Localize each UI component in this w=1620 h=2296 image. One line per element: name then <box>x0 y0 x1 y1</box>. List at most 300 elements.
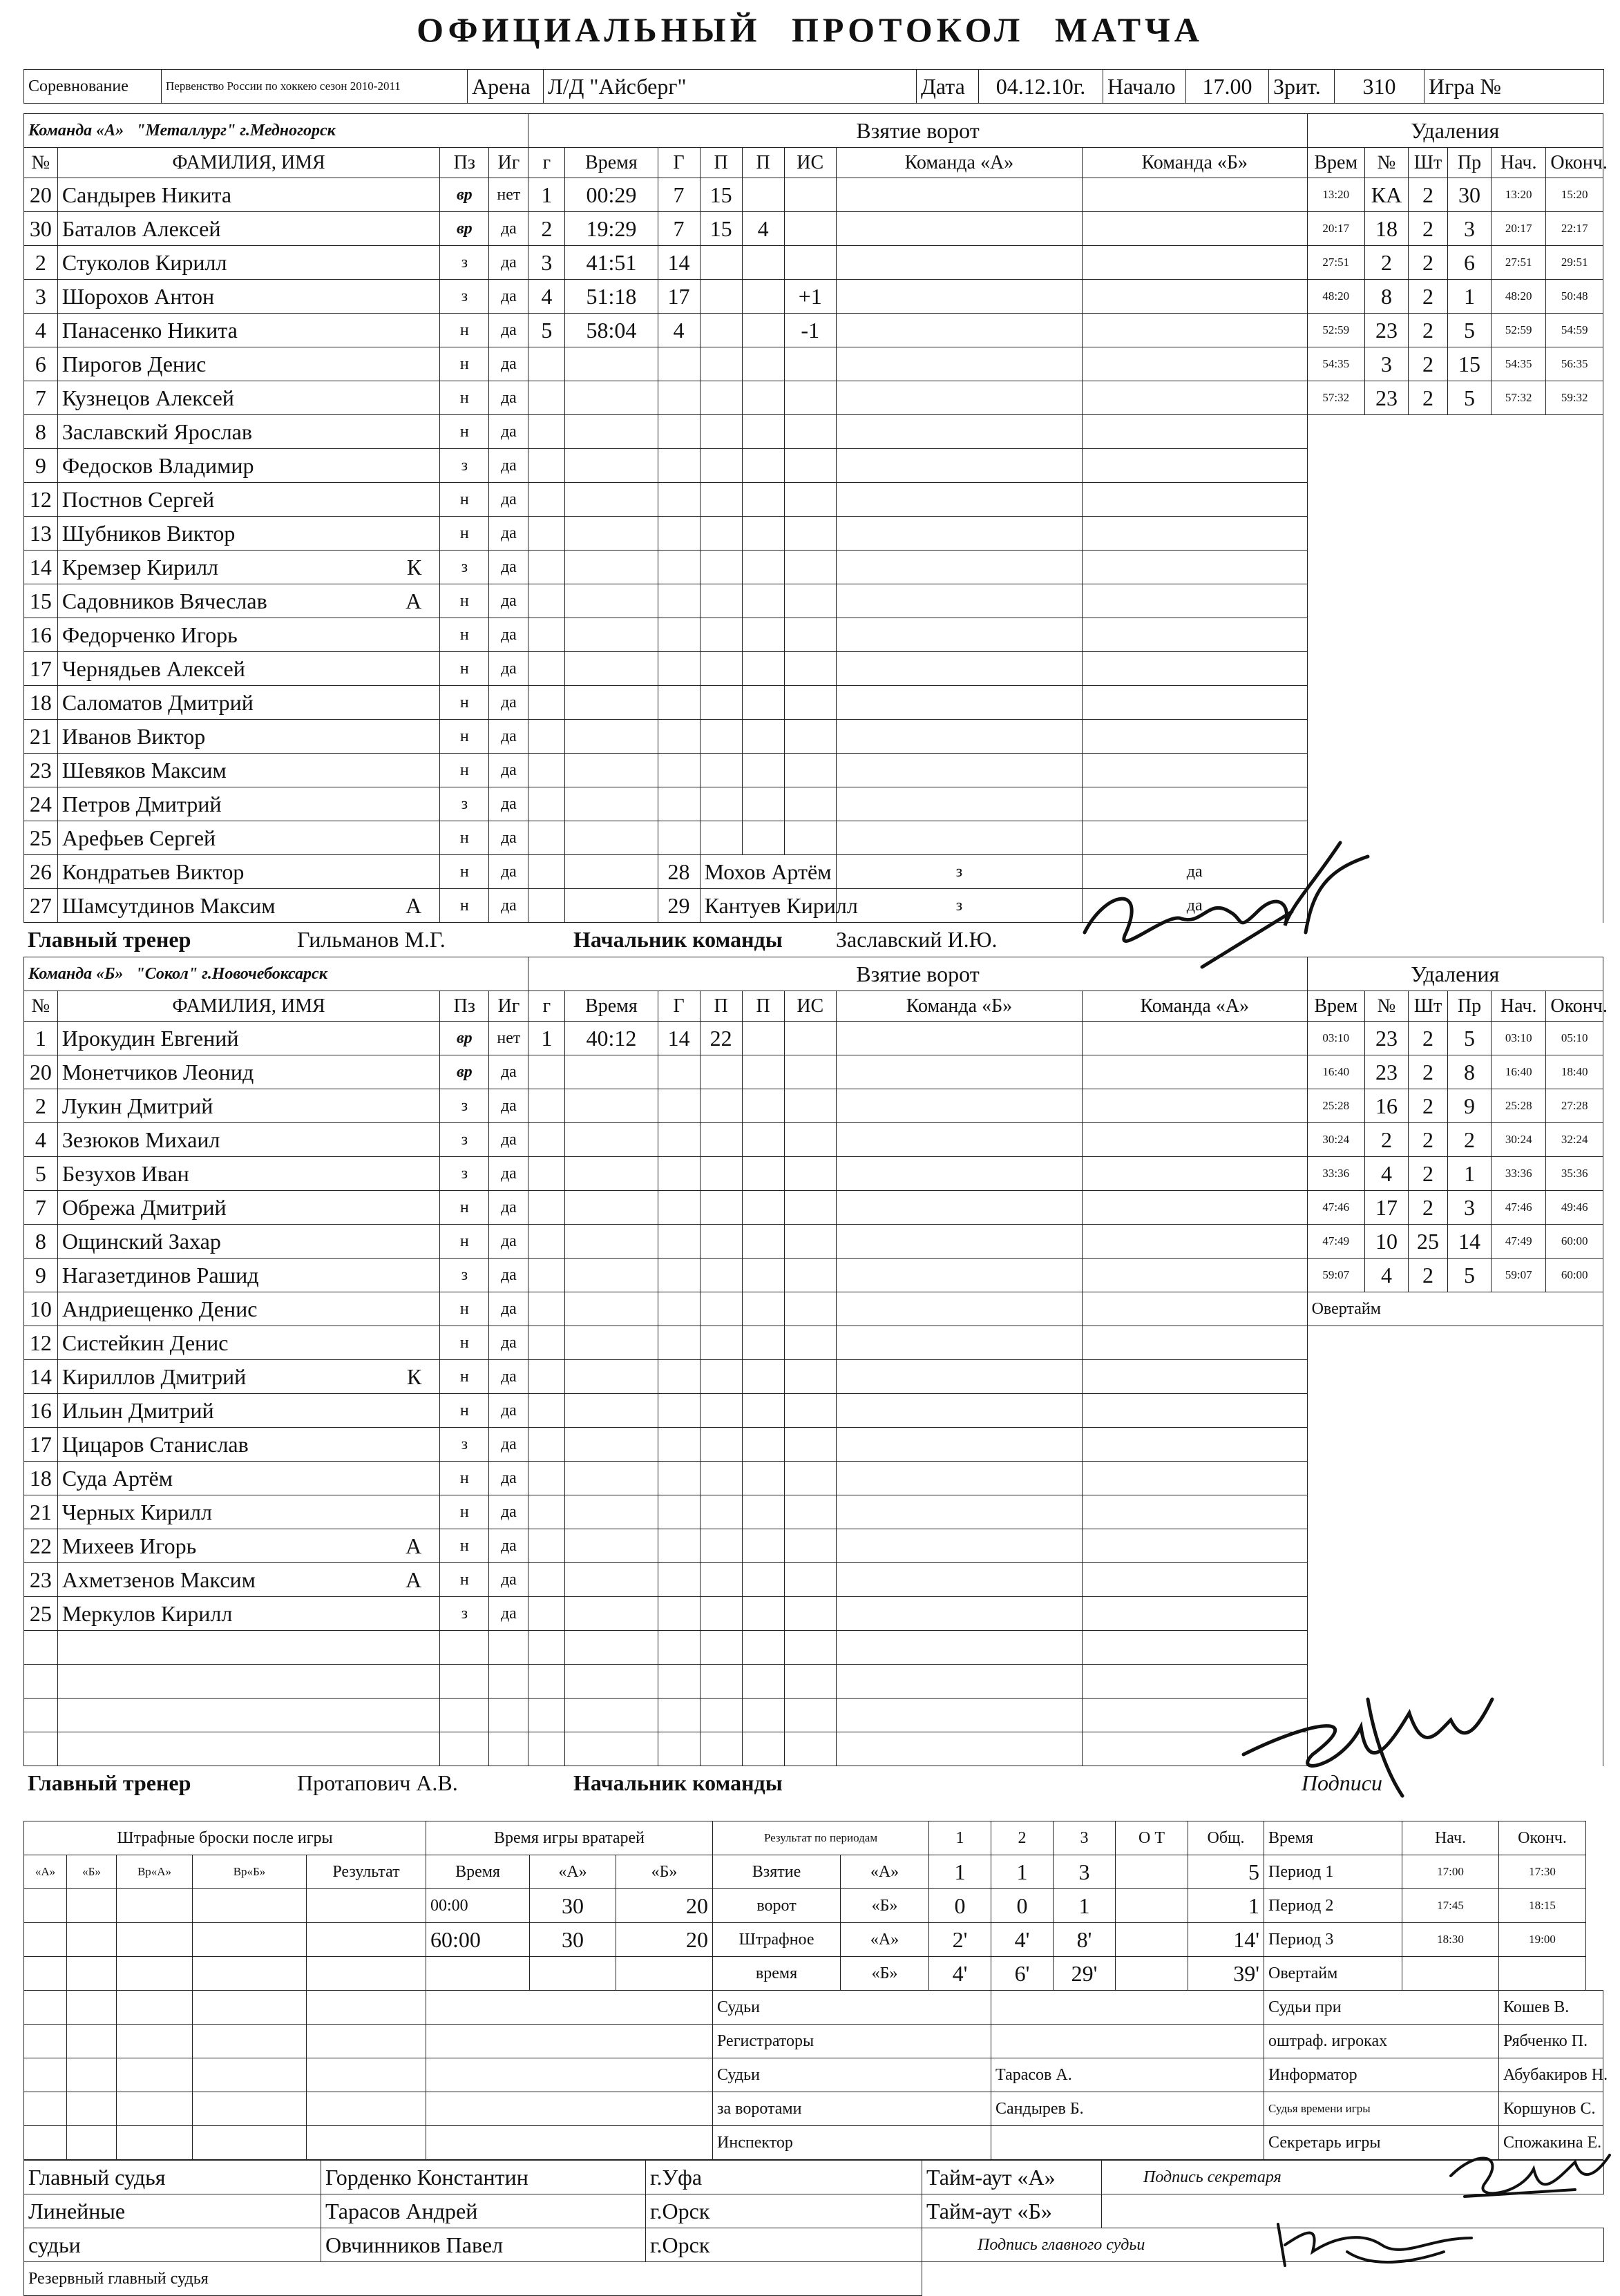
player-row <box>24 652 1603 686</box>
player-row <box>24 1292 1603 1326</box>
goal-time <box>565 551 658 584</box>
player-number: 23 <box>24 1563 58 1597</box>
player-name: Шорохов Антон <box>61 283 215 309</box>
extra-player-position: з <box>836 889 1082 923</box>
goals-a-p2: 1 <box>991 1855 1054 1889</box>
goal-strength <box>784 415 836 449</box>
lineup-opp-cell <box>1082 551 1307 584</box>
goal-number <box>528 754 565 787</box>
player-row <box>24 1157 1603 1191</box>
lineup-own-cell <box>836 314 1082 347</box>
goal-scorer <box>658 1326 700 1360</box>
player-position: з <box>440 1259 489 1292</box>
reserve-referee-label: Резервный главный судья <box>24 2262 922 2296</box>
penalty-end: 18:40 <box>1546 1055 1603 1089</box>
goal-scorer <box>658 1123 700 1157</box>
pen-a-p3: 8' <box>1054 1923 1116 1957</box>
player-name: Шубников Виктор <box>61 520 236 546</box>
goal-number <box>528 1563 565 1597</box>
penalty-minutes: 2 <box>1409 1123 1448 1157</box>
goal-assist-2 <box>742 1292 784 1326</box>
goal-strength <box>784 618 836 652</box>
penalty-start: 57:32 <box>1492 381 1546 415</box>
player-played: да <box>489 1563 528 1597</box>
lineup-opp-cell <box>1082 1123 1307 1157</box>
player-position: н <box>440 381 489 415</box>
pen-label-1: Штрафное <box>713 1923 841 1957</box>
player-number: 25 <box>24 821 58 855</box>
goal-time <box>565 652 658 686</box>
player-name-cell <box>57 1495 439 1529</box>
blank-cell <box>922 2262 1604 2296</box>
player-name-cell <box>57 246 439 280</box>
lineup-own-cell <box>836 584 1082 618</box>
shootout-cell <box>307 1991 426 2025</box>
goal-scorer <box>658 1428 700 1462</box>
goal-strength <box>784 1089 836 1123</box>
penalty-minutes: 2 <box>1409 381 1448 415</box>
footer-row <box>24 1923 1603 1957</box>
periods-title: Результат по периодам <box>713 1821 929 1855</box>
player-name-cell <box>57 1699 439 1732</box>
goal-assist-2 <box>742 1597 784 1631</box>
goals-b-p1: 0 <box>929 1889 991 1923</box>
goal-assist-1 <box>700 280 742 314</box>
col-pen-time-header: Врем <box>1307 991 1364 1022</box>
player-row <box>24 314 1603 347</box>
player-name-cell <box>57 314 439 347</box>
extra-player-name: Кантуев Кирилл <box>700 889 836 923</box>
goal-time <box>565 1157 658 1191</box>
player-number: 17 <box>24 1428 58 1462</box>
goal-number <box>528 449 565 483</box>
goal-assist-1 <box>700 551 742 584</box>
lineup-own-cell <box>836 1259 1082 1292</box>
gk-cell <box>426 1957 530 1991</box>
player-number <box>24 1699 58 1732</box>
footer-row <box>24 1991 1603 2025</box>
penalty-time: 59:07 <box>1307 1259 1364 1292</box>
penalty-area-blank <box>1307 551 1603 584</box>
shootout-cell <box>67 1957 117 1991</box>
goal-time: 58:04 <box>565 314 658 347</box>
shootout-cell <box>193 2025 307 2058</box>
player-name-cell <box>57 517 439 551</box>
shootout-cell <box>24 2058 67 2092</box>
penalty-time: 47:49 <box>1307 1225 1364 1259</box>
captain-mark: К <box>406 554 422 580</box>
player-number: 12 <box>24 1326 58 1360</box>
penalty-start: 30:24 <box>1492 1123 1546 1157</box>
goal-scorer: 7 <box>658 212 700 246</box>
goal-time: 40:12 <box>565 1022 658 1055</box>
blank-cell <box>565 889 658 923</box>
lineup-own-cell <box>836 1123 1082 1157</box>
lineup-opp-cell <box>1082 1225 1307 1259</box>
goal-number: 1 <box>528 178 565 212</box>
goal-assist-2 <box>742 1732 784 1766</box>
player-position: з <box>440 551 489 584</box>
pen-label-2: время <box>713 1957 841 1991</box>
goal-number <box>528 686 565 720</box>
shootout-cell <box>307 1957 426 1991</box>
lineup-own-cell <box>836 1394 1082 1428</box>
player-name: Систейкин Денис <box>61 1330 229 1355</box>
goal-strength <box>784 1326 836 1360</box>
linesman-1-city: г.Орск <box>646 2194 922 2228</box>
goal-time <box>565 1529 658 1563</box>
lineup-opp-cell <box>1082 1699 1307 1732</box>
player-position: н <box>440 1326 489 1360</box>
col-assist2-header: П <box>742 148 784 178</box>
goal-strength <box>784 551 836 584</box>
shootout-cell <box>24 2092 67 2126</box>
player-row <box>24 584 1603 618</box>
penalty-box-label-1: Судьи при <box>1264 1991 1499 2025</box>
penalty-box-value-1: Кошев В. <box>1499 1991 1603 2025</box>
shootout-cell <box>117 2025 193 2058</box>
player-number: 17 <box>24 652 58 686</box>
player-row <box>24 686 1603 720</box>
player-played <box>489 1665 528 1699</box>
penalty-minutes: 2 <box>1409 1157 1448 1191</box>
goal-time <box>565 517 658 551</box>
col-pen-min-header: Шт <box>1409 991 1448 1022</box>
player-position: н <box>440 855 489 889</box>
penalty-area-blank <box>1307 1529 1603 1563</box>
shootout-cell <box>193 2058 307 2092</box>
pen-a-p1: 2' <box>929 1923 991 1957</box>
player-row <box>24 449 1603 483</box>
shootout-cell <box>67 1991 117 2025</box>
col-lineup-opp-header: Команда «Б» <box>1082 148 1307 178</box>
goal-strength <box>784 449 836 483</box>
player-played: да <box>489 1495 528 1529</box>
penalty-area-blank <box>1307 889 1603 923</box>
lineup-own-cell <box>836 686 1082 720</box>
goal-assist-2: 4 <box>742 212 784 246</box>
goal-assist-1 <box>700 347 742 381</box>
judges-value <box>991 1991 1264 2025</box>
competition-value: Первенство России по хоккею сезон 2010-2011 <box>162 70 468 104</box>
goal-time <box>565 1259 658 1292</box>
goal-strength <box>784 178 836 212</box>
goal-strength <box>784 1360 836 1394</box>
goals-a-p3: 3 <box>1054 1855 1116 1889</box>
lineup-opp-cell <box>1082 1292 1307 1326</box>
player-position: н <box>440 1462 489 1495</box>
period-1-end: 17:30 <box>1499 1855 1586 1889</box>
goal-scorer <box>658 1089 700 1123</box>
shootout-cell <box>193 1957 307 1991</box>
gk-col-time: Время <box>426 1855 530 1889</box>
player-row <box>24 1699 1603 1732</box>
goal-number <box>528 1360 565 1394</box>
gk-col-b: «Б» <box>616 1855 713 1889</box>
goal-strength <box>784 1292 836 1326</box>
player-position: н <box>440 821 489 855</box>
player-name-cell <box>57 1732 439 1766</box>
extra-player-played: да <box>1082 889 1307 923</box>
gk-row-2-a: 30 <box>530 1923 616 1957</box>
period-1-start: 17:00 <box>1402 1855 1499 1889</box>
penalty-area-blank <box>1307 618 1603 652</box>
goal-scorer <box>658 1631 700 1665</box>
player-name-cell <box>57 347 439 381</box>
penalty-minutes: 25 <box>1409 1225 1448 1259</box>
player-name-cell <box>57 1665 439 1699</box>
pen-b-total: 39' <box>1188 1957 1264 1991</box>
player-played: да <box>489 754 528 787</box>
end-header: Оконч. <box>1499 1821 1586 1855</box>
period-2-start: 17:45 <box>1402 1889 1499 1923</box>
period-3-header: 3 <box>1054 1821 1116 1855</box>
informer-label: Информатор <box>1264 2058 1499 2092</box>
player-name-cell <box>57 1123 439 1157</box>
goals-a-ot <box>1116 1855 1188 1889</box>
player-number: 4 <box>24 314 58 347</box>
player-row <box>24 1631 1603 1665</box>
player-name: Пирогов Денис <box>61 351 207 376</box>
penalty-reason: 3 <box>1447 1191 1491 1225</box>
goal-time <box>565 584 658 618</box>
goal-strength <box>784 1157 836 1191</box>
player-row <box>24 517 1603 551</box>
goal-assist-1 <box>700 652 742 686</box>
goal-number <box>528 1428 565 1462</box>
player-name: Заславский Ярослав <box>61 419 252 444</box>
lineup-opp-cell <box>1082 1089 1307 1123</box>
shootout-col-result: Результат <box>307 1855 426 1889</box>
penalty-area-blank <box>1307 720 1603 754</box>
gk-cell <box>530 1957 616 1991</box>
goal-assist-2 <box>742 314 784 347</box>
player-number: 4 <box>24 1123 58 1157</box>
goal-number <box>528 1631 565 1665</box>
player-name: Садовников Вячеслав <box>61 588 267 613</box>
lineup-opp-cell <box>1082 1597 1307 1631</box>
goal-assist-2 <box>742 652 784 686</box>
penalty-minutes: 2 <box>1409 314 1448 347</box>
captain-mark: А <box>406 588 422 613</box>
referee-name: Горденко Константин <box>321 2161 646 2194</box>
player-number: 3 <box>24 280 58 314</box>
lineup-own-cell <box>836 1022 1082 1055</box>
goal-scorer <box>658 517 700 551</box>
col-goal-no-header: г <box>528 991 565 1022</box>
player-row <box>24 1123 1603 1157</box>
goal-judge-2: Сандырев Б. <box>991 2092 1264 2126</box>
judges-label: Судьи <box>713 1991 991 2025</box>
blank-cell <box>1102 2194 1604 2228</box>
player-name: Арефьев Сергей <box>61 825 216 850</box>
lineup-opp-cell <box>1082 483 1307 517</box>
goal-time <box>565 1597 658 1631</box>
goal-scorer <box>658 449 700 483</box>
goal-scorer: 17 <box>658 280 700 314</box>
lineup-own-cell <box>836 517 1082 551</box>
goal-assist-1 <box>700 1529 742 1563</box>
shootout-cell <box>67 2025 117 2058</box>
lineup-own-cell <box>836 754 1082 787</box>
goal-assist-1 <box>700 1225 742 1259</box>
col-lineup-own-header: Команда «А» <box>836 148 1082 178</box>
period-1-header: 1 <box>929 1821 991 1855</box>
goal-strength <box>784 1462 836 1495</box>
col-name-header: ФАМИЛИЯ, ИМЯ <box>57 991 439 1022</box>
goal-number <box>528 652 565 686</box>
player-played: да <box>489 1089 528 1123</box>
player-position: н <box>440 720 489 754</box>
player-number: 8 <box>24 415 58 449</box>
penalty-time: 54:35 <box>1307 347 1364 381</box>
player-name: Цицаров Станислав <box>61 1431 249 1457</box>
shootout-col-gk-a: Вр«А» <box>117 1855 193 1889</box>
player-played: да <box>489 483 528 517</box>
penalty-area-blank <box>1307 855 1603 889</box>
player-row <box>24 381 1603 415</box>
shootout-cell <box>307 2126 426 2160</box>
player-played: да <box>489 720 528 754</box>
player-number: 9 <box>24 1259 58 1292</box>
lineup-opp-cell <box>1082 415 1307 449</box>
lineup-opp-cell <box>1082 1563 1307 1597</box>
goal-scorer <box>658 686 700 720</box>
penalty-end: 60:00 <box>1546 1225 1603 1259</box>
penalty-start: 48:20 <box>1492 280 1546 314</box>
period-3-label: Период 3 <box>1264 1923 1402 1957</box>
player-name: Федорченко Игорь <box>61 622 238 647</box>
pen-a-total: 14' <box>1188 1923 1264 1957</box>
goal-assist-1 <box>700 1259 742 1292</box>
goal-assist-2 <box>742 1123 784 1157</box>
player-played: да <box>489 1259 528 1292</box>
penalty-end: 54:59 <box>1546 314 1603 347</box>
player-played: да <box>489 517 528 551</box>
col-played-header: Иг <box>489 148 528 178</box>
start-header: Нач. <box>1402 1821 1499 1855</box>
col-pos-header: Пз <box>440 148 489 178</box>
lineup-opp-cell <box>1082 652 1307 686</box>
goal-assist-1 <box>700 1055 742 1089</box>
player-played: да <box>489 584 528 618</box>
lineup-opp-cell <box>1082 314 1307 347</box>
team-b-label: Команда «Б» <box>28 964 124 983</box>
player-name: Чернядьев Алексей <box>61 656 245 681</box>
penalty-reason: 9 <box>1447 1089 1491 1123</box>
col-lineup-own-header: Команда «Б» <box>836 991 1082 1022</box>
player-played: да <box>489 1123 528 1157</box>
player-number: 2 <box>24 246 58 280</box>
goal-assist-2 <box>742 1022 784 1055</box>
shootout-cell <box>67 2126 117 2160</box>
goal-strength: +1 <box>784 280 836 314</box>
goal-strength <box>784 1529 836 1563</box>
goal-assist-2 <box>742 347 784 381</box>
penalty-time: 20:17 <box>1307 212 1364 246</box>
lineup-own-cell <box>836 720 1082 754</box>
goal-scorer <box>658 1259 700 1292</box>
lineup-own-cell <box>836 787 1082 821</box>
player-number: 16 <box>24 618 58 652</box>
extra-player-number: 29 <box>658 889 700 923</box>
shootout-cell <box>307 1923 426 1957</box>
player-row <box>24 1055 1603 1089</box>
lineup-opp-cell <box>1082 1394 1307 1428</box>
goal-assist-1 <box>700 1732 742 1766</box>
goal-assist-1 <box>700 1597 742 1631</box>
lineup-own-cell <box>836 1597 1082 1631</box>
goal-assist-2 <box>742 1360 784 1394</box>
competition-label: Соревнование <box>24 70 162 104</box>
goal-scorer <box>658 1699 700 1732</box>
col-assist1-header: П <box>700 148 742 178</box>
player-position: н <box>440 1394 489 1428</box>
player-name-cell <box>57 212 439 246</box>
goal-number <box>528 1529 565 1563</box>
team-b-staff-table <box>23 1766 1603 1800</box>
player-position <box>440 1732 489 1766</box>
penalty-end: 27:28 <box>1546 1089 1603 1123</box>
penalty-area-blank <box>1307 787 1603 821</box>
penalty-time: 13:20 <box>1307 178 1364 212</box>
goal-number <box>528 347 565 381</box>
player-row <box>24 1665 1603 1699</box>
lineup-opp-cell <box>1082 584 1307 618</box>
gk-cell <box>426 2126 713 2160</box>
goal-assist-1 <box>700 1089 742 1123</box>
penalty-end: 60:00 <box>1546 1259 1603 1292</box>
player-row <box>24 1428 1603 1462</box>
lineup-own-cell <box>836 821 1082 855</box>
penalty-area-blank <box>1307 449 1603 483</box>
player-played: да <box>489 618 528 652</box>
player-number: 18 <box>24 1462 58 1495</box>
goals-b-total: 1 <box>1188 1889 1264 1923</box>
pen-b-p3: 29' <box>1054 1957 1116 1991</box>
penalty-end: 50:48 <box>1546 280 1603 314</box>
timekeeper-label: Судья времени игры <box>1264 2092 1499 2126</box>
player-row <box>24 347 1603 381</box>
player-position: з <box>440 449 489 483</box>
player-name-cell <box>57 1089 439 1123</box>
player-name: Андриещенко Денис <box>61 1296 258 1321</box>
player-number: 20 <box>24 1055 58 1089</box>
lineup-own-cell <box>836 449 1082 483</box>
goal-time: 19:29 <box>565 212 658 246</box>
goal-time <box>565 1394 658 1428</box>
goal-scorer: 7 <box>658 178 700 212</box>
player-row <box>24 821 1603 855</box>
col-num-header: № <box>24 991 58 1022</box>
time-header: Время <box>1264 1821 1402 1855</box>
lineup-own-cell <box>836 1428 1082 1462</box>
penalty-area-blank <box>1307 1428 1603 1462</box>
player-row <box>24 1326 1603 1360</box>
goal-time <box>565 1495 658 1529</box>
player-name-cell <box>57 483 439 517</box>
game-number-label: Игра № <box>1424 70 1604 104</box>
col-pen-start-header: Нач. <box>1492 148 1546 178</box>
goal-assist-2 <box>742 1157 784 1191</box>
lineup-opp-cell <box>1082 1191 1307 1225</box>
goal-scorer <box>658 1055 700 1089</box>
shootout-cell <box>307 2025 426 2058</box>
lineup-opp-cell <box>1082 1022 1307 1055</box>
player-name-cell <box>57 584 439 618</box>
goal-time <box>565 1462 658 1495</box>
goal-assist-1 <box>700 584 742 618</box>
